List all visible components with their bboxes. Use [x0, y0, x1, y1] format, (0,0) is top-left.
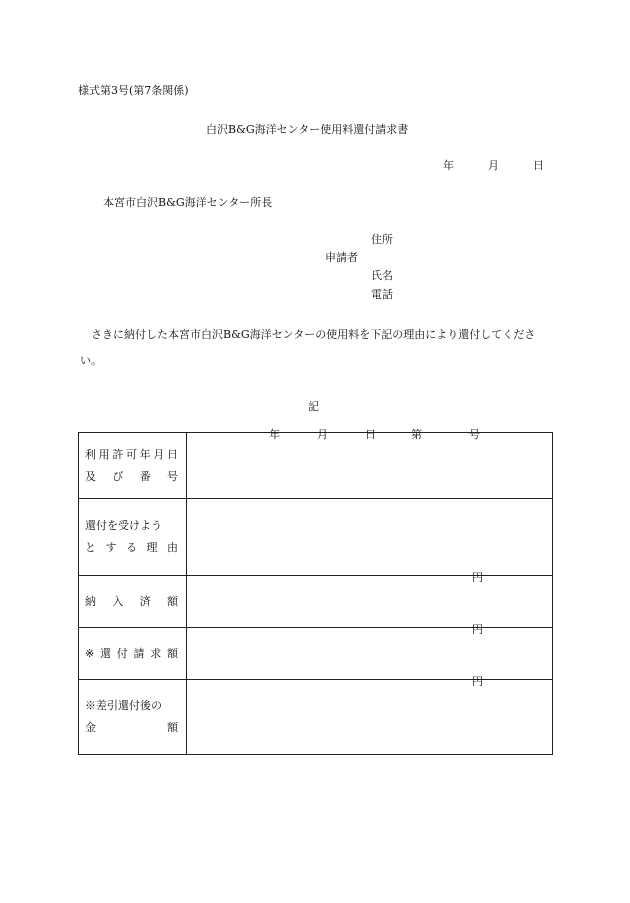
paid-yen: 円 — [472, 571, 483, 584]
address-label: 住所 — [371, 233, 393, 246]
after-value-cell[interactable] — [187, 675, 553, 755]
permit-go: 号 — [469, 428, 480, 441]
table-row-reason — [79, 499, 553, 576]
permit-month: 月 — [317, 428, 328, 441]
paid-value-cell[interactable] — [187, 571, 553, 628]
name-label: 氏名 — [371, 269, 393, 282]
body-text: さきに納付した本宮市白沢B&G海洋センターの使用料を下記の理由により還付してください。 — [80, 328, 536, 367]
document-title: 白沢B&G海洋センター使用料還付請求書 — [206, 123, 409, 136]
paid-label: 納 入 済 額 — [79, 576, 187, 628]
recipient: 本宮市白沢B&G海洋センター所長 — [103, 196, 273, 209]
form-number: 様式第3号(第7条関係) — [78, 84, 189, 97]
refund-yen: 円 — [472, 623, 483, 636]
refund-value-cell[interactable] — [187, 623, 553, 680]
applicant-label: 申請者 — [325, 251, 358, 264]
permit-label-line-2: 及 び 番 号 — [85, 469, 178, 483]
permit-dai: 第 — [411, 428, 422, 441]
permit-value-cell[interactable] — [187, 428, 553, 499]
ki-heading: 記 — [308, 400, 319, 413]
date-line — [443, 157, 544, 173]
table-row-after — [79, 680, 553, 755]
reason-label — [79, 499, 187, 576]
detail-table — [78, 428, 553, 755]
reason-label-line-2: と す る 理 由 — [85, 541, 178, 554]
date-year: 年 — [443, 159, 454, 172]
after-label-line-1: ※差引還付後の — [85, 699, 162, 712]
reason-value-cell[interactable] — [187, 499, 553, 576]
refund-label: ※ 還 付 請 求 額 — [79, 628, 187, 680]
permit-day: 日 — [365, 428, 376, 441]
reason-label-line-1: 還付を受けよう — [85, 519, 162, 532]
after-label-line-2: 金 額 — [85, 721, 178, 734]
permit-label-line-1: 利 用 許 可 年 月 日 — [85, 447, 178, 461]
date-month: 月 — [488, 159, 499, 172]
table-row-refund — [79, 628, 553, 680]
permit-label — [79, 433, 187, 499]
table-row-permit — [79, 433, 553, 499]
after-label — [79, 680, 187, 755]
after-yen: 円 — [472, 675, 483, 688]
date-day: 日 — [533, 159, 544, 172]
table-row-paid — [79, 576, 553, 628]
phone-label: 電話 — [371, 288, 393, 301]
permit-year: 年 — [269, 428, 280, 441]
